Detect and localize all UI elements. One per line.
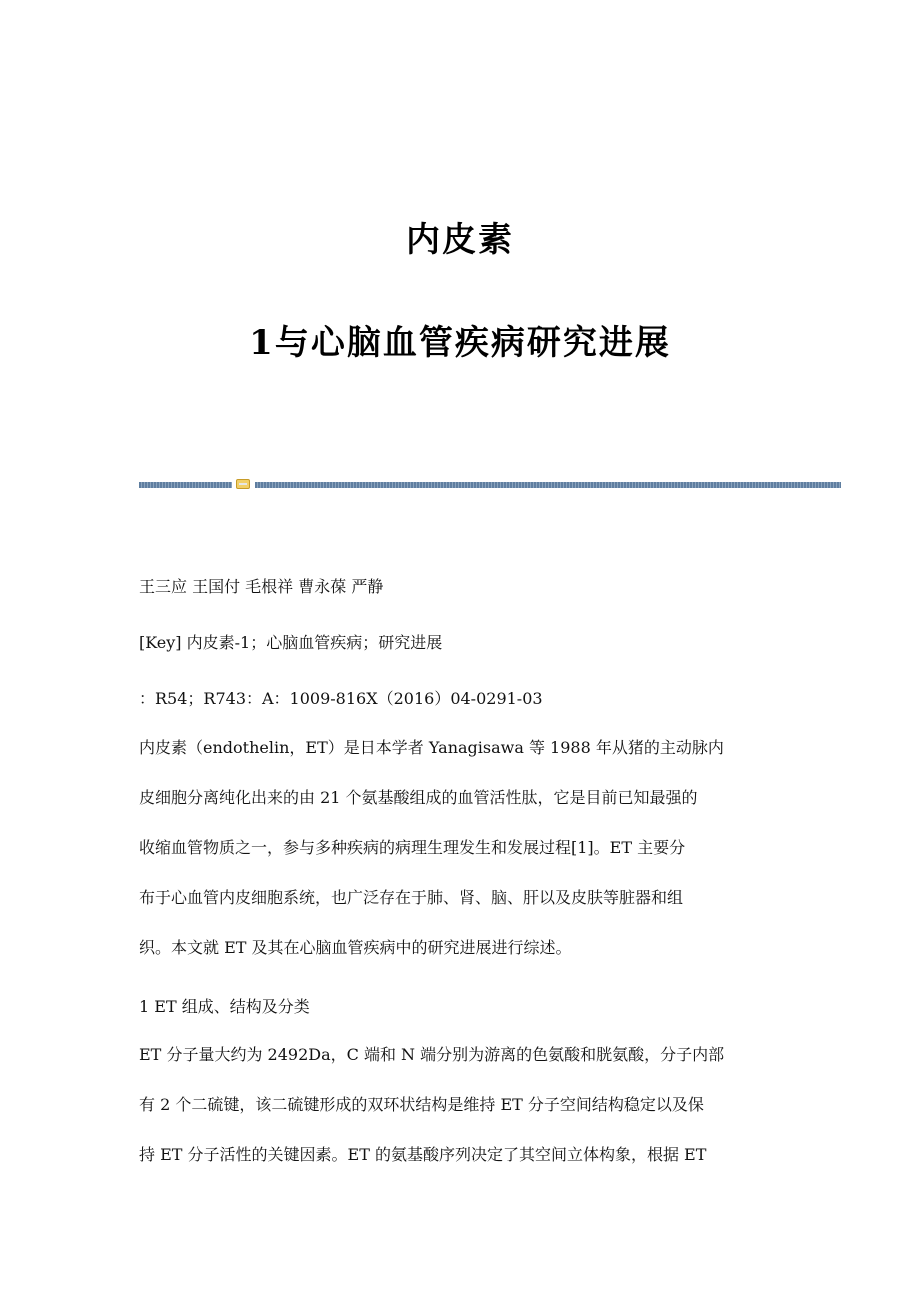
title-divider: [139, 479, 841, 489]
section-heading: 1 ET 组成、结构及分类: [139, 997, 310, 1016]
authors: 王三应 王国付 毛根祥 曹永葆 严静: [139, 577, 384, 596]
paragraph-line: ET 分子量大约为 2492Da，C 端和 N 端分别为游离的色氨酸和胱氨酸，分子内部: [139, 1045, 725, 1064]
paragraph-introduction: [139, 723, 789, 973]
keywords: [Key] 内皮素-1；心脑血管疾病；研究进展: [139, 633, 443, 652]
divider-bar-left: [139, 482, 232, 488]
title-line-2: 1与心脑血管疾病研究进展: [249, 323, 671, 363]
paragraph-line: 织。本文就 ET 及其在心脑血管疾病中的研究进展进行综述。: [139, 938, 572, 957]
divider-bar-right: [255, 482, 841, 488]
divider-ornament-icon: [236, 479, 250, 489]
classification-codes: ：R54；R743：A：1009-816X（2016）04-0291-03: [139, 689, 543, 708]
paragraph-line: 持 ET 分子活性的关键因素。ET 的氨基酸序列决定了其空间立体构象，根据 ET: [139, 1145, 707, 1164]
title-line-1: 内皮素: [406, 220, 514, 260]
paragraph-line: 有 2 个二硫键，该二硫键形成的双环状结构是维持 ET 分子空间结构稳定以及保: [139, 1095, 704, 1114]
paragraph-line: 内皮素（endothelin，ET）是日本学者 Yanagisawa 等 1988 年从猪的主动脉内: [139, 738, 724, 757]
paragraph-structure: [139, 1030, 789, 1180]
paragraph-line: 皮细胞分离纯化出来的由 21 个氨基酸组成的血管活性肽，它是目前已知最强的: [139, 788, 698, 807]
paragraph-line: 布于心血管内皮细胞系统，也广泛存在于肺、肾、脑、肝以及皮肤等脏器和组: [139, 888, 684, 907]
paragraph-line: 收缩血管物质之一，参与多种疾病的病理生理发生和发展过程[1]。ET 主要分: [139, 838, 686, 857]
